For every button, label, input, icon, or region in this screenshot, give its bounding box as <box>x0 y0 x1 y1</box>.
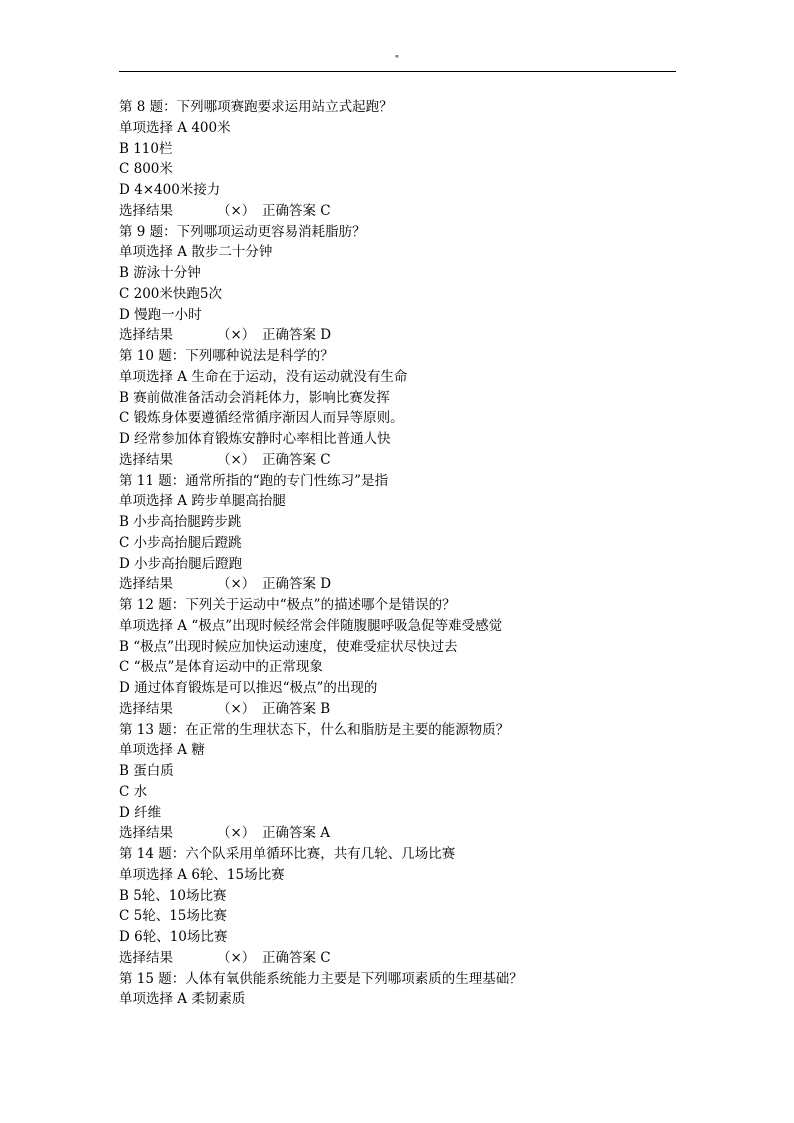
question-line: 第 14 题：六个队采用单循环比赛，共有几轮、几场比赛 <box>119 846 456 862</box>
option-line: B 110栏 <box>119 140 173 157</box>
result-label: 选择结果 <box>119 949 173 966</box>
result-answer: 正确答案 C <box>262 451 331 468</box>
option-a-line: 单项选择 A 6轮、15场比赛 <box>119 866 285 883</box>
question-line: 第 12 题：下列关于运动中“极点”的描述哪个是错误的？ <box>119 597 456 613</box>
result-label: 选择结果 <box>119 576 173 593</box>
result-label: 选择结果 <box>119 202 173 219</box>
question-line: 第 8 题：下列哪项赛跑要求运用站立式起跑？ <box>119 99 393 115</box>
header-mark: " <box>394 55 400 65</box>
question-line: 第 11 题：通常所指的“跑的专门性练习”是指 <box>119 472 389 489</box>
option-line: B 赛前做准备活动会消耗体力，影响比赛发挥 <box>119 389 390 406</box>
result-mark: （×） <box>217 825 256 842</box>
option-line: C 5轮、15场比赛 <box>119 908 227 925</box>
option-line: C 水 <box>119 783 148 800</box>
option-line: D 经常参加体育锻炼安静时心率相比普通人快 <box>119 431 391 447</box>
option-line: B 游泳十分钟 <box>119 265 201 281</box>
option-a-line: 单项选择 A 生命在于运动，没有运动就没有生命 <box>119 368 408 385</box>
option-a-line: 单项选择 A 400米 <box>119 119 231 136</box>
question-line: 第 9 题：下列哪项运动更容易消耗脂肪？ <box>119 223 366 240</box>
result-line <box>119 450 679 471</box>
result-label: 选择结果 <box>119 451 173 468</box>
option-a-line: 单项选择 A 糖 <box>119 742 205 759</box>
result-line <box>119 201 679 222</box>
result-label: 选择结果 <box>119 825 173 842</box>
result-label: 选择结果 <box>119 700 173 717</box>
result-line <box>119 325 679 346</box>
result-line <box>119 574 679 595</box>
question-line: 第 15 题：人体有氧供能系统能力主要是下列哪项素质的生理基础？ <box>119 970 523 987</box>
option-line: C 锻炼身体要遵循经常循序渐因人而异等原则。 <box>119 410 404 427</box>
result-answer: 正确答案 C <box>262 949 331 966</box>
option-line: D 慢跑一小时 <box>119 306 202 323</box>
result-label: 选择结果 <box>119 327 173 344</box>
result-answer: 正确答案 B <box>262 700 331 717</box>
document-body <box>119 97 679 1010</box>
question-line: 第 13 题：在正常的生理状态下，什么和脂肪是主要的能源物质？ <box>119 721 510 738</box>
result-mark: （×） <box>217 576 256 593</box>
option-line: C 小步高抬腿后蹬跳 <box>119 534 242 551</box>
result-answer: 正确答案 D <box>262 327 332 344</box>
result-line <box>119 699 679 720</box>
option-a-line: 单项选择 A 柔韧素质 <box>119 991 246 1008</box>
result-answer: 正确答案 D <box>262 576 332 593</box>
option-line: B “极点”出现时候应加快运动速度，使难受症状尽快过去 <box>119 638 458 655</box>
option-line: B 小步高抬腿跨步跳 <box>119 514 242 530</box>
result-mark: （×） <box>217 700 256 717</box>
option-a-line: 单项选择 A “极点”出现时候经常会伴随腹腿呼吸急促等难受感觉 <box>119 617 503 634</box>
result-mark: （×） <box>217 202 256 219</box>
option-line: C “极点”是体育运动中的正常现象 <box>119 659 323 676</box>
option-line: D 6轮、10场比赛 <box>119 929 228 945</box>
option-line: B 蛋白质 <box>119 763 174 779</box>
header-rule <box>119 71 676 72</box>
result-mark: （×） <box>217 327 256 344</box>
question-line: 第 10 题：下列哪种说法是科学的？ <box>119 348 334 364</box>
result-line <box>119 823 679 844</box>
result-answer: 正确答案 C <box>262 202 331 219</box>
option-line: D 4×400米接力 <box>119 182 221 198</box>
option-a-line: 单项选择 A 跨步单腿高抬腿 <box>119 493 286 510</box>
result-mark: （×） <box>217 949 256 966</box>
option-line: B 5轮、10场比赛 <box>119 887 227 904</box>
result-line <box>119 948 679 969</box>
result-mark: （×） <box>217 451 256 468</box>
option-line: C 200米快跑5次 <box>119 285 222 302</box>
option-line: D 通过体育锻炼是可以推迟“极点”的出现的 <box>119 680 378 696</box>
option-line: C 800米 <box>119 161 173 178</box>
result-answer: 正确答案 A <box>262 825 331 842</box>
option-line: D 小步高抬腿后蹬跑 <box>119 555 243 572</box>
option-a-line: 单项选择 A 散步二十分钟 <box>119 244 273 261</box>
option-line: D 纤维 <box>119 804 162 821</box>
